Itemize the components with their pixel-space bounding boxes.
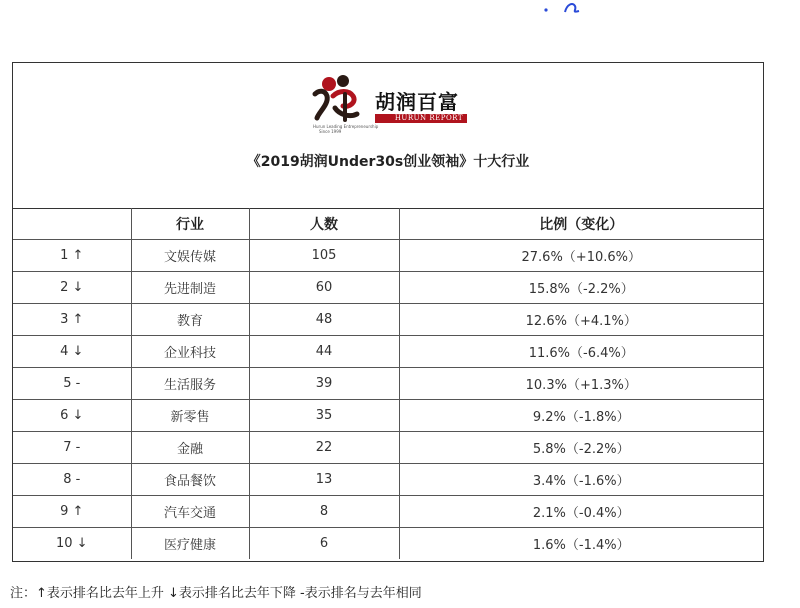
rank-cell: 8 - [13,464,131,496]
header-ratio: 比例（变化） [399,209,763,240]
industry-cell: 食品餐饮 [131,464,249,496]
industry-cell: 教育 [131,304,249,336]
table-title: 《2019胡润Under30s创业领袖》十大行业 [246,154,530,170]
hurun-logo [309,72,489,136]
rank-cell: 9 ↑ [13,496,131,528]
brand-name-chinese: 胡润百富 [375,90,459,114]
rank-cell: 2 ↓ [13,272,131,304]
count-cell: 44 [249,336,399,368]
brand-name-english: HURUN REPORT [375,114,467,123]
industry-cell: 先进制造 [131,272,249,304]
count-cell: 22 [249,432,399,464]
table-row [13,272,763,304]
header-industry: 行业 [131,209,249,240]
industry-cell: 文娱传媒 [131,240,249,272]
table-row [13,400,763,432]
ratio-cell: 1.6%（-1.4%） [399,528,763,560]
count-cell: 8 [249,496,399,528]
rank-cell: 7 - [13,432,131,464]
count-cell: 35 [249,400,399,432]
rank-cell: 6 ↓ [13,400,131,432]
count-cell: 60 [249,272,399,304]
table-row [13,432,763,464]
ratio-cell: 10.3%（+1.3%） [399,368,763,400]
industry-cell: 医疗健康 [131,528,249,560]
industry-cell: 新零售 [131,400,249,432]
rank-cell: 5 - [13,368,131,400]
ratio-cell: 15.8%（-2.2%） [399,272,763,304]
industry-cell: 企业科技 [131,336,249,368]
hurun-emblem-icon [309,72,369,126]
logo-caption-year: Since 1999 [319,129,342,134]
cursor-scribble-mark [543,0,583,16]
header-rank [13,209,131,240]
rank-cell: 10 ↓ [13,528,131,560]
table-row [13,368,763,400]
table-row [13,496,763,528]
count-cell: 13 [249,464,399,496]
ratio-cell: 12.6%（+4.1%） [399,304,763,336]
infographic-panel [12,62,764,562]
rank-cell: 3 ↑ [13,304,131,336]
ratio-cell: 5.8%（-2.2%） [399,432,763,464]
ratio-cell: 27.6%（+10.6%） [399,240,763,272]
table-row [13,304,763,336]
count-cell: 105 [249,240,399,272]
table-row [13,528,763,560]
table-header-row [13,209,763,240]
table-row [13,336,763,368]
table-row [13,464,763,496]
rank-cell: 4 ↓ [13,336,131,368]
count-cell: 39 [249,368,399,400]
rank-cell: 1 ↑ [13,240,131,272]
count-cell: 48 [249,304,399,336]
industry-cell: 生活服务 [131,368,249,400]
industry-cell: 汽车交通 [131,496,249,528]
logo-caption: Hurun Leading Entrepreneurship [313,124,379,129]
legend-note: 注：↑表示排名比去年上升 ↓表示排名比去年下降 -表示排名与去年相同 [10,586,422,601]
count-cell: 6 [249,528,399,560]
ratio-cell: 3.4%（-1.6%） [399,464,763,496]
ratio-cell: 2.1%（-0.4%） [399,496,763,528]
industry-table [13,208,763,559]
header-count: 人数 [249,209,399,240]
industry-cell: 金融 [131,432,249,464]
ratio-cell: 9.2%（-1.8%） [399,400,763,432]
table-row [13,240,763,272]
ratio-cell: 11.6%（-6.4%） [399,336,763,368]
